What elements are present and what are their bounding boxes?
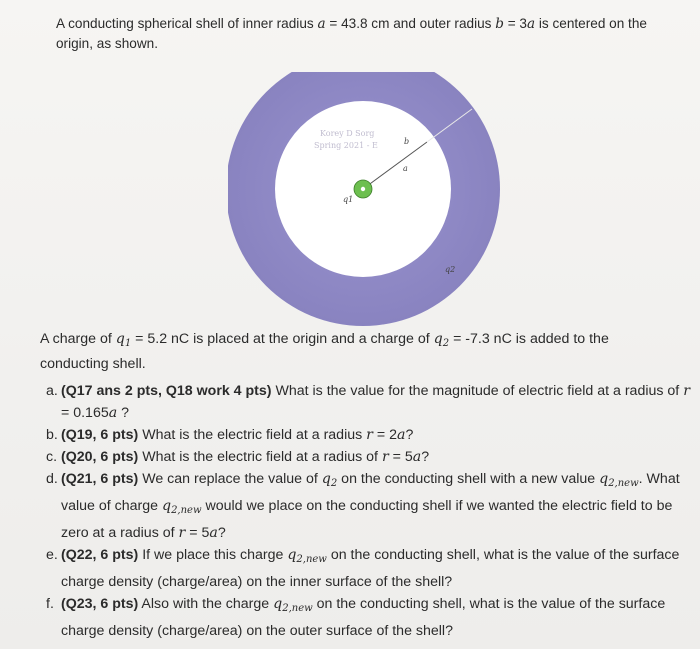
question-text: . What value of charge (61, 471, 680, 514)
label-q1: q1 (343, 195, 354, 204)
question-text: What is the value for the magnitude of electric field at a radius of (271, 383, 684, 399)
question-text: What is the electric field at a radius of (138, 449, 382, 465)
outer-radius-a-symbol: a (527, 16, 536, 32)
outer-radius-symbol: b (495, 16, 504, 32)
question-text: ? (117, 405, 130, 421)
question-points-tag: (Q20, 6 pts) (61, 449, 139, 465)
inner-radius-value: = 43.8 cm and outer radius (325, 16, 496, 31)
question-text: on the conducting shell, what is the value of the surface charge density (charge/area) on the outer surface of the shell? (61, 596, 666, 639)
a-symbol: a (108, 405, 118, 421)
question-letter: b. (46, 427, 58, 443)
question-e (46, 544, 694, 593)
question-text: Also with the charge (138, 596, 274, 612)
question-letter: a. (46, 383, 58, 399)
intro-text-2: is centered on the origin, as shown. (56, 16, 647, 51)
question-c (46, 446, 694, 468)
question-text: on the conducting shell with a new value (337, 471, 600, 487)
q2-symbol: q (433, 331, 443, 347)
q-subscript: 2,new (296, 554, 327, 565)
question-letter: e. (46, 547, 58, 563)
question-points-tag: (Q22, 6 pts) (61, 547, 139, 563)
a-symbol: a (209, 525, 218, 541)
question-letter: d. (46, 471, 58, 487)
question-a (46, 380, 694, 424)
watermark-line-1: Korey D Sorg (320, 129, 375, 138)
question-f (46, 593, 694, 642)
question-text: If we place this charge (138, 547, 288, 563)
question-letter: f. (46, 596, 54, 612)
question-points-tag: (Q21, 6 pts) (61, 471, 139, 487)
spherical-shell-figure (228, 72, 504, 328)
q2-subscript: 2 (442, 338, 450, 349)
q-symbol: q (161, 498, 172, 514)
q-symbol: q (273, 596, 283, 612)
outer-radius-value: = 3 (503, 16, 527, 31)
a-symbol: a (397, 427, 406, 443)
question-text: ? (421, 449, 430, 465)
inner-radius-symbol: a (317, 16, 326, 32)
radius-symbol: r (366, 427, 373, 443)
q-subscript: 2,new (608, 478, 639, 489)
radius-symbol: r (381, 449, 389, 465)
charges-text-1: A charge of (40, 331, 116, 347)
radius-symbol: r (683, 383, 690, 399)
intro-text-1: A conducting spherical shell of inner radius (56, 16, 318, 31)
q-subscript: 2,new (282, 603, 313, 614)
q1-symbol: q (115, 331, 125, 347)
charges-statement (40, 329, 680, 374)
question-text: ? (405, 427, 414, 443)
q-symbol: q (321, 471, 331, 487)
label-b: b (404, 137, 410, 146)
question-text: = 0.165 (61, 405, 109, 421)
label-q2: q2 (445, 265, 456, 274)
q-symbol: q (287, 547, 297, 563)
question-text: = 5 (388, 449, 413, 465)
q1-subscript: 1 (124, 338, 132, 349)
question-points-tag: (Q17 ans 2 pts, Q18 work 4 pts) (61, 383, 272, 399)
charges-text-2: = 5.2 nC is placed at the origin and a charge of (131, 331, 434, 347)
charges-text-3: = -7.3 nC is added to the conducting shell. (40, 331, 609, 372)
q-subscript: 2,new (171, 505, 202, 516)
a-symbol: a (412, 449, 422, 465)
problem-intro (56, 14, 686, 53)
question-points-tag: (Q23, 6 pts) (61, 596, 139, 612)
question-letter: c. (46, 449, 58, 465)
question-text: would we place on the conducting shell if we wanted the electric field to be zero at a radius of (61, 498, 673, 541)
q-symbol: q (599, 471, 609, 487)
question-b (46, 424, 694, 446)
watermark-line-2: Spring 2021 - E (314, 141, 378, 150)
point-charge-q1-center (361, 187, 365, 191)
question-list (46, 380, 694, 642)
question-d (46, 468, 694, 544)
label-a: a (403, 164, 408, 173)
question-text: = 2 (372, 427, 398, 443)
question-text: on the conducting shell, what is the value of the surface charge density (charge/area) on the inner surface of the shell? (61, 547, 680, 590)
question-text: ? (217, 525, 226, 541)
q-subscript: 2 (330, 478, 338, 489)
radius-symbol: r (178, 525, 186, 541)
question-text: What is the electric field at a radius (138, 427, 367, 443)
question-text: We can replace the value of (138, 471, 322, 487)
question-points-tag: (Q19, 6 pts) (61, 427, 139, 443)
question-text: = 5 (185, 525, 210, 541)
